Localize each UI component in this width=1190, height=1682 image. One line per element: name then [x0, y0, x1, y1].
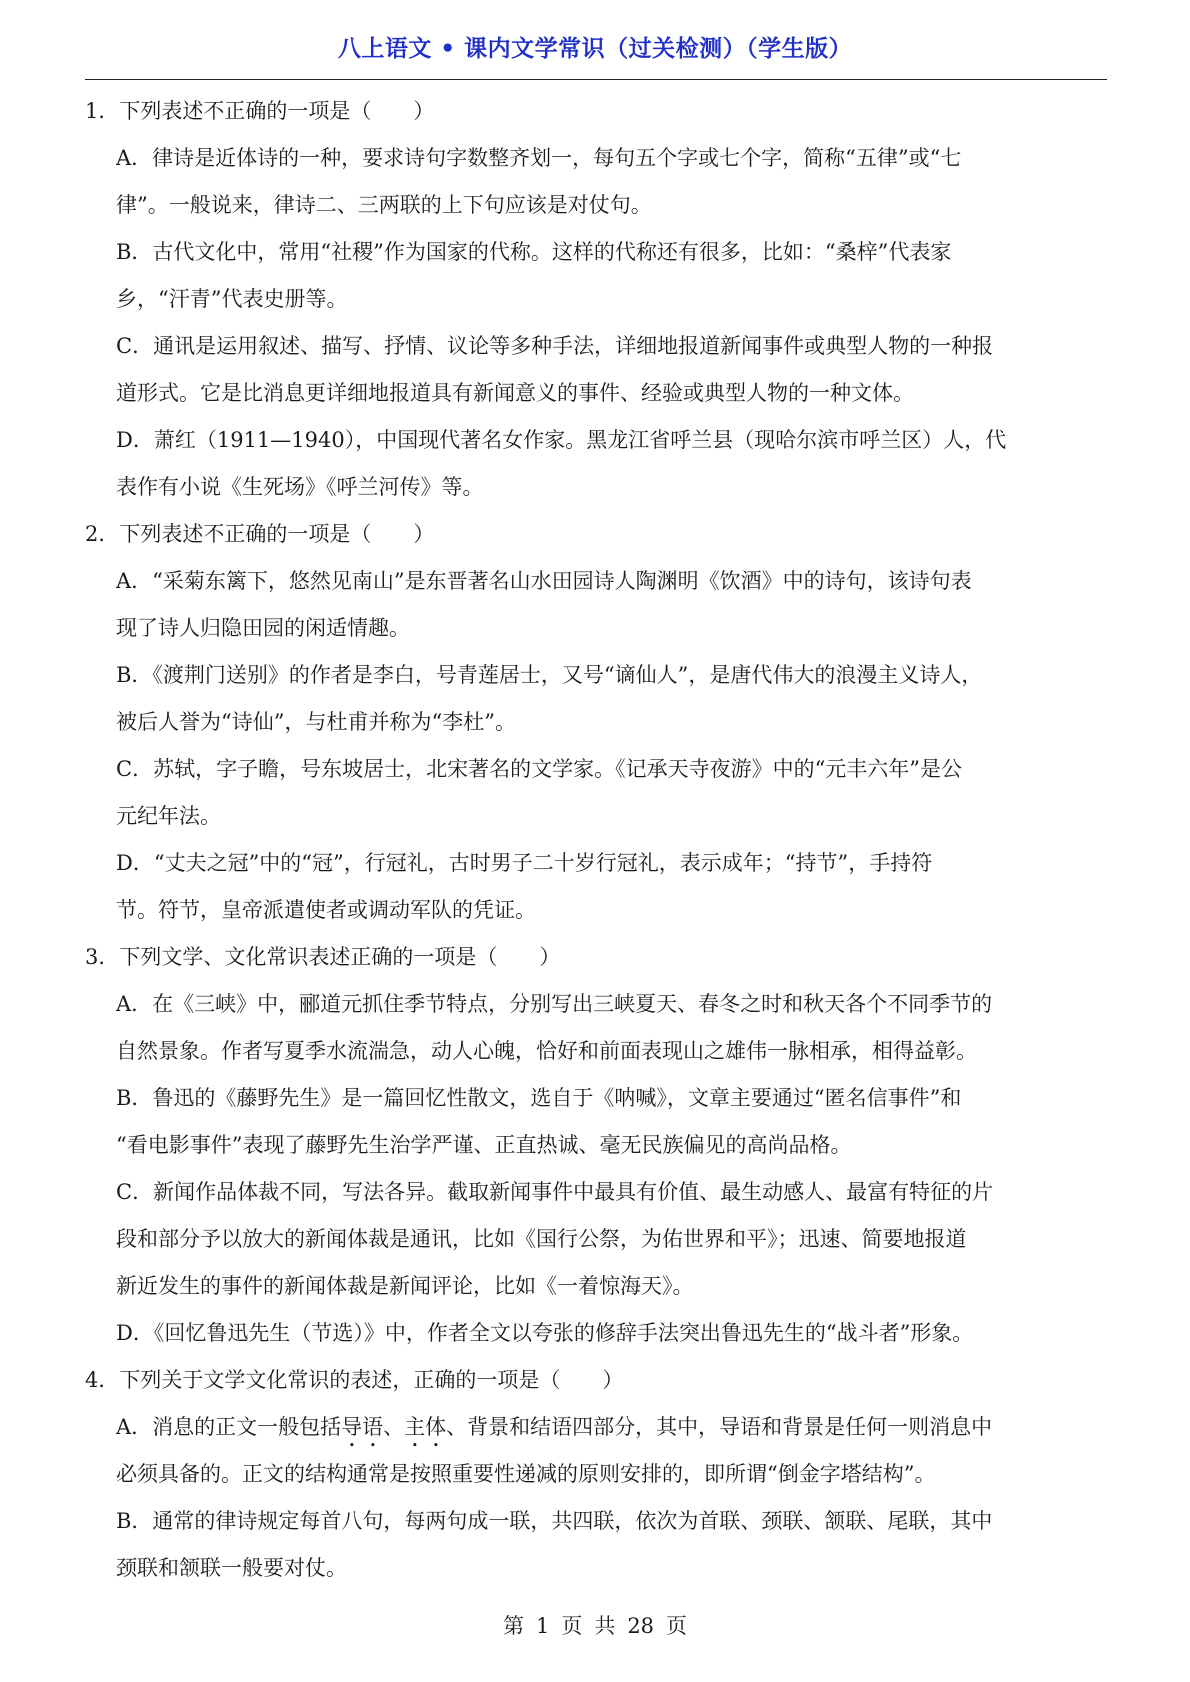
option-text-line: B．《渡荆门送别》的作者是李白，号青莲居士，又号“谪仙人”，是唐代伟大的浪漫主义诗人， — [116, 663, 983, 687]
option-d — [116, 840, 1107, 934]
option-b — [116, 1498, 1107, 1592]
document-body — [85, 88, 1107, 1592]
emphasized-term: 主体 — [404, 1415, 447, 1439]
option-text-line — [116, 1404, 1107, 1451]
option-text-line: 律”。一般说来，律诗二、三两联的上下句应该是对仗句。 — [116, 193, 652, 217]
option-b — [116, 652, 1107, 746]
page-number: 1 — [535, 1614, 550, 1638]
option-c — [116, 746, 1107, 840]
option-text-line: 新近发生的事件的新闻体裁是新闻评论，比如《一着惊海天》。 — [116, 1274, 694, 1298]
option-b — [116, 1075, 1107, 1169]
option-text-line: 节。符节，皇帝派遣使者或调动军队的凭证。 — [116, 898, 536, 922]
option-d — [116, 417, 1107, 511]
option-a — [116, 1404, 1107, 1498]
option-text-line: A．“采菊东篱下，悠然见南山”是东晋著名山水田园诗人陶渊明《饮酒》中的诗句，该诗句表 — [116, 569, 972, 593]
page-title: 八上语文 • 课内文学常识（过关检测）（学生版） — [337, 36, 853, 62]
footer-total-word: 共 — [594, 1614, 616, 1638]
option-text-line: 被后人誉为“诗仙”，与杜甫并称为“李杜”。 — [116, 710, 516, 734]
option-b — [116, 229, 1107, 323]
option-a — [116, 558, 1107, 652]
footer-page-unit: 页 — [561, 1614, 583, 1638]
footer-page-word: 第 — [502, 1614, 524, 1638]
option-text-line: 必须具备的。正文的结构通常是按照重要性递减的原则安排的，即所谓“倒金字塔结构”。 — [116, 1462, 936, 1486]
option-text-line: 自然景象。作者写夏季水流湍急，动人心魄，恰好和前面表现山之雄伟一脉相承，相得益彰。 — [116, 1039, 977, 1063]
option-text-line: B．通常的律诗规定每首八句，每两句成一联，共四联，依次为首联、颈联、颔联、尾联，其中 — [116, 1509, 993, 1533]
option-text-line: C．通讯是运用叙述、描写、抒情、议论等多种手法，详细地报道新闻事件或典型人物的一种报 — [116, 334, 994, 358]
option-text-segment: 、 — [383, 1415, 405, 1439]
option-text-segment: 、背景和结语四部分，其中，导语和背景是任何一则消息中 — [446, 1415, 993, 1439]
emphasized-term: 导语 — [341, 1415, 384, 1439]
option-text-line: A．在《三峡》中，郦道元抓住季节特点，分别写出三峡夏天、春冬之时和秋天各个不同季节的 — [116, 992, 993, 1016]
header-divider — [85, 79, 1107, 80]
option-text-line: “看电影事件”表现了藤野先生治学严谨、正直热诚、毫无民族偏见的高尚品格。 — [116, 1133, 852, 1157]
question-stem: 1．下列表述不正确的一项是（ ） — [85, 99, 435, 123]
option-text-line: C．新闻作品体裁不同，写法各异。截取新闻事件中最具有价值、最生动感人、最富有特征的片 — [116, 1180, 994, 1204]
question-3 — [85, 934, 1107, 1357]
option-text-line: D．“丈夫之冠”中的“冠”，行冠礼，古时男子二十岁行冠礼，表示成年；“持节”，手持符 — [116, 851, 933, 875]
option-text-line: A．律诗是近体诗的一种，要求诗句字数整齐划一，每句五个字或七个字，简称“五律”或“七 — [116, 146, 962, 170]
page-footer — [0, 1610, 1190, 1640]
question-4 — [85, 1357, 1107, 1592]
question-stem: 2．下列表述不正确的一项是（ ） — [85, 522, 435, 546]
question-stem: 4．下列关于文学文化常识的表述，正确的一项是（ ） — [85, 1368, 624, 1392]
question-1 — [85, 88, 1107, 511]
option-text-line: 乡，“汗青”代表史册等。 — [116, 287, 348, 311]
option-text-line: 现了诗人归隐田园的闲适情趣。 — [116, 616, 410, 640]
option-a — [116, 981, 1107, 1075]
total-pages: 28 — [627, 1614, 655, 1638]
option-text-line: D．《回忆鲁迅先生（节选）》中，作者全文以夸张的修辞手法突出鲁迅先生的“战斗者”形象。 — [116, 1321, 974, 1345]
option-text-line: B．鲁迅的《藤野先生》是一篇回忆性散文，选自于《呐喊》，文章主要通过“匿名信事件”和 — [116, 1086, 962, 1110]
question-stem: 3．下列文学、文化常识表述正确的一项是（ ） — [85, 945, 561, 969]
option-a — [116, 135, 1107, 229]
footer-total-unit: 页 — [666, 1614, 688, 1638]
option-text-line: 段和部分予以放大的新闻体裁是通讯，比如《国行公祭，为佑世界和平》；迅速、简要地报道 — [116, 1227, 967, 1251]
option-text-line: 颈联和颔联一般要对仗。 — [116, 1556, 347, 1580]
option-d — [116, 1310, 1107, 1357]
option-text-line: 道形式。它是比消息更详细地报道具有新闻意义的事件、经验或典型人物的一种文体。 — [116, 381, 914, 405]
option-text-line: D．萧红（1911—1940），中国现代著名女作家。黑龙江省呼兰县（现哈尔滨市呼兰区）人，代 — [116, 428, 1007, 452]
option-text-line: 元纪年法。 — [116, 804, 221, 828]
option-text-line: B．古代文化中，常用“社稷”作为国家的代称。这样的代称还有很多，比如：“桑梓”代表家 — [116, 240, 952, 264]
option-c — [116, 1169, 1107, 1310]
option-text-line: C．苏轼，字子瞻，号东坡居士，北宋著名的文学家。《记承天寺夜游》中的“元丰六年”是公 — [116, 757, 963, 781]
question-2 — [85, 511, 1107, 934]
option-c — [116, 323, 1107, 417]
option-text-line: 表作有小说《生死场》《呼兰河传》等。 — [116, 475, 484, 499]
option-text-segment: A．消息的正文一般包括 — [116, 1415, 342, 1439]
